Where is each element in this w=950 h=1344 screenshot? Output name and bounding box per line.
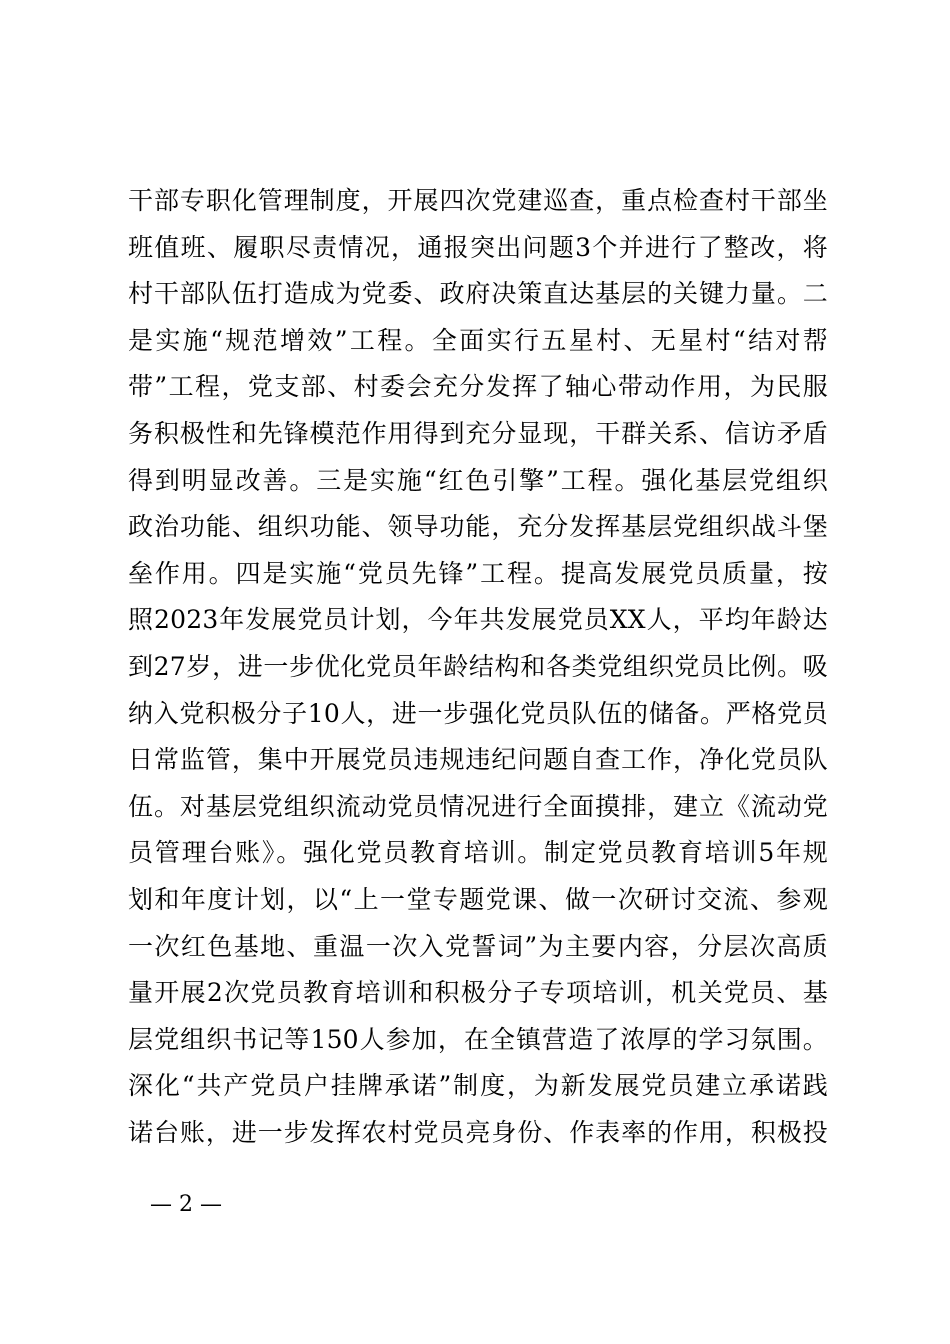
text-line: 垒作用。四是实施“党员先锋”工程。提高发展党员质量，按 (128, 558, 828, 588)
text-line: 村干部队伍打造成为党委、政府决策直达基层的关键力量。二 (128, 279, 828, 309)
text-line: 是实施“规范增效”工程。全面实行五星村、无星村“结对帮 (128, 325, 828, 355)
text-line: 政治功能、组织功能、领导功能，充分发挥基层党组织战斗堡 (128, 512, 828, 542)
text-line: 得到明显改善。三是实施“红色引擎”工程。强化基层党组织 (128, 465, 828, 495)
text-line: 深化“共产党员户挂牌承诺”制度，为新发展党员建立承诺践 (128, 1071, 828, 1101)
text-line: 到27岁，进一步优化党员年龄结构和各类党组织党员比例。吸 (128, 651, 828, 681)
text-line: 一次红色基地、重温一次入党誓词”为主要内容，分层次高质 (128, 931, 828, 961)
text-line: 员管理台账》。强化党员教育培训。制定党员教育培训5年规 (128, 838, 828, 868)
body-paragraph (128, 178, 828, 1156)
text-line: 纳入党积极分子10人，进一步强化党员队伍的储备。严格党员 (128, 698, 828, 728)
text-line: 划和年度计划，以“上一堂专题党课、做一次研讨交流、参观 (128, 884, 828, 914)
text-line: 班值班、履职尽责情况，通报突出问题3个并进行了整改，将 (128, 232, 828, 262)
page-number: — 2 — (150, 1192, 222, 1217)
text-line: 干部专职化管理制度，开展四次党建巡查，重点检查村干部坐 (128, 186, 828, 215)
text-line: 伍。对基层党组织流动党员情况进行全面摸排，建立《流动党 (128, 791, 828, 821)
text-line: 日常监管，集中开展党员违规违纪问题自查工作，净化党员队 (128, 745, 828, 775)
text-line: 诺台账，进一步发挥农村党员亮身份、作表率的作用，积极投 (128, 1117, 828, 1147)
text-line: 带”工程，党支部、村委会充分发挥了轴心带动作用，为民服 (128, 372, 828, 402)
text-line: 务积极性和先锋模范作用得到充分显现，干群关系、信访矛盾 (128, 418, 828, 448)
text-line: 层党组织书记等150人参加，在全镇营造了浓厚的学习氛围。 (128, 1024, 828, 1054)
text-line: 照2023年发展党员计划，今年共发展党员XX人，平均年龄达 (128, 605, 828, 635)
text-line: 量开展2次党员教育培训和积极分子专项培训，机关党员、基 (128, 978, 828, 1008)
